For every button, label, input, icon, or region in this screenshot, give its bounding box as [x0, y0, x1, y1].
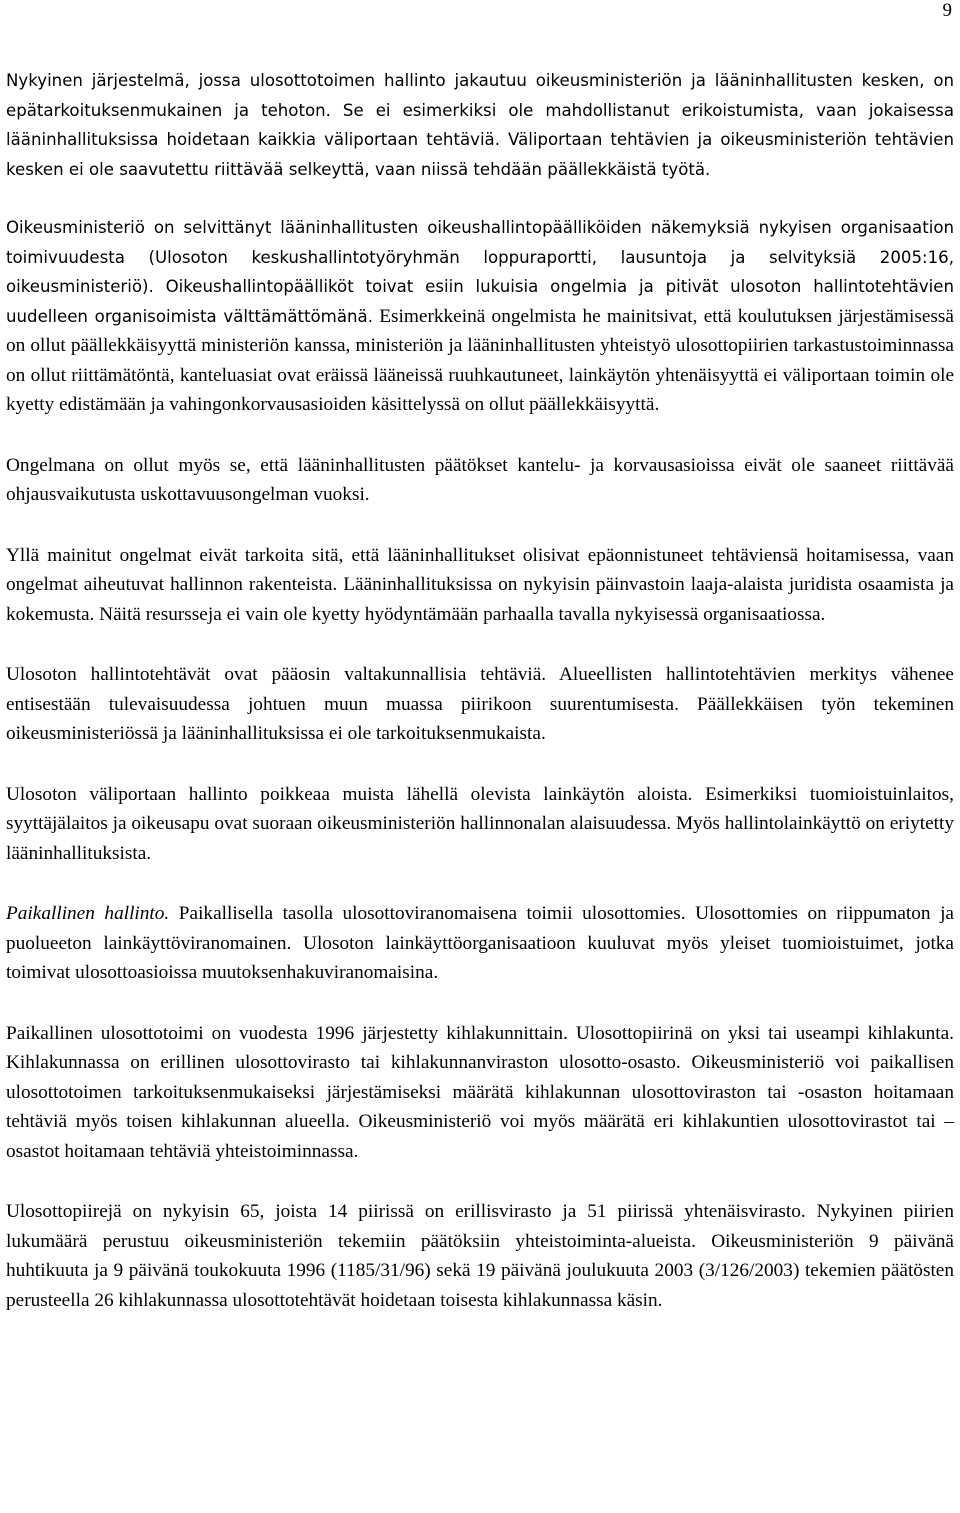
- paragraph-text-serif: Esimerkkeinä ongelmista he mainitsivat, että koulutuksen järjestämisessä on ollut päällekkäisyyttä ministeriön kanssa, ministeriön ja lääninhallitusten yhteistyö ulosottopiirien tarkastustoiminnassa on ollut riittämätöntä, kanteluasiat ovat eräissä lääneissä ruuhkautuneet, lainkäytön yhtenäisyyttä ei väliportaan toimin ole kyetty edistämään ja vahingonkorvausasioiden käsittelyssä on ollut päällekkäisyyttä.: [6, 305, 954, 415]
- paragraph-national-tasks: [6, 660, 954, 749]
- page-number: 9: [942, 0, 952, 21]
- paragraph-text: Ulosoton väliportaan hallinto poikkeaa muista lähellä olevista lainkäytön aloista. Esimerkiksi tuomioistuinlaitos, syyttäjälaitos ja oikeusapu ovat suoraan oikeusministeriön hallinnonalan alaisuudessa. Myös hallintolainkäyttö on eriytetty lääninhallituksista.: [6, 783, 954, 864]
- paragraph-text: Ulosoton hallintotehtävät ovat pääosin valtakunnallisia tehtäviä. Alueellisten hallintotehtävien merkitys vähenee entisestään tulevaisuudessa johtuen muun muassa piirikoon suurentumisesta. Päällekkäisen työn tekeminen oikeusministeriössä ja lääninhallituksissa ei ole tarkoituksenmukaista.: [6, 664, 954, 744]
- paragraph-lead-heading: Paikallinen hallinto.: [6, 903, 170, 924]
- paragraph-ministry-survey: [6, 213, 954, 420]
- paragraph-text: Ongelmana on ollut myös se, että lääninhallitusten päätökset kantelu- ja korvausasioissa eivät ole saaneet riittävää ohjausvaikutusta uskottavuusongelman vuoksi.: [6, 454, 954, 505]
- paragraph-text: Paikallisella tasolla ulosottoviranomaisena toimii ulosottomies. Ulosottomies on riippumaton ja puolueeton lainkäyttöviranomainen. Ulosoton lainkäyttöorganisaatioon kuuluvat myös yleiset tuomioistuimet, jotka toimivat ulosottoasioissa muutoksenhakuviranomaisina.: [6, 903, 954, 983]
- paragraph-local-administration: [6, 899, 954, 988]
- paragraph-text: Ulosottopiirejä on nykyisin 65, joista 14 piirissä on erillisvirasto ja 51 piirissä yhtenäisvirasto. Nykyinen piirien lukumäärä perustuu oikeusministeriön tekemiin päätöksiin yhteistoiminta-alueista. Oikeusministeriön 9 päivänä huhtikuuta ja 9 päivänä toukokuuta 1996 (1185/31/96) sekä 19 päivänä joulukuuta 2003 (3/126/2003) tekemien päätösten perusteella 26 kihlakunnassa ulosottotehtävät hoidetaan toisesta kihlakunnassa käsin.: [6, 1201, 954, 1311]
- paragraph-text: Paikallinen ulosottotoimi on vuodesta 1996 järjestetty kihlakunnittain. Ulosottopiirinä on yksi tai useampi kihlakunta. Kihlakunnassa on erillinen ulosottovirasto tai kihlakunnanviraston ulosotto-osasto. Oikeusministeriö voi paikallisen ulosottotoimen tarkoituksenmukaiseksi järjestämiseksi määrätä kihlakunnan ulosottoviraston tai -osaston hoitamaan tehtäviä myös toisen kihlakunnan alueella. Oikeusministeriö voi myös määrätä eri kihlakuntien ulosottovirastot tai –osastot hoitamaan tehtäviä yhteistoiminnassa.: [6, 1022, 954, 1162]
- paragraph-text: Nykyinen järjestelmä, jossa ulosottotoimen hallinto jakautuu oikeusministeriön ja lääninhallitusten kesken, on epätarkoituksenmukainen ja tehoton. Se ei esimerkiksi ole mahdollistanut erikoistumista, vaan jokaisessa lääninhallituksissa hoidetaan kaikkia väliportaan tehtäviä. Väliportaan tehtävien ja oikeusministeriön tehtävien kesken ei ole saavutettu riittävää selkeyttä, vaan niissä tehdään päällekkäistä työtä.: [6, 71, 954, 179]
- paragraph-enforcement-districts: [6, 1197, 954, 1315]
- document-body: [6, 66, 954, 1346]
- paragraph-text: Yllä mainitut ongelmat eivät tarkoita sitä, että lääninhallitukset olisivat epäonnistuneet tehtäviensä hoitamisessa, vaan ongelmat aiheutuvat hallinnon rakenteista. Lääninhallituksissa on nykyisin päinvastoin laaja-alaista juridista osaamista ja kokemusta. Näitä resursseja ei vain ole kyetty hyödyntämään parhaalla tavalla nykyisessä organisaatiossa.: [6, 544, 954, 625]
- paragraph-current-system: [6, 66, 954, 184]
- paragraph-text-sans: Oikeusministeriö on selvittänyt lääninhallitusten oikeushallintopäälliköiden näkemyksiä nykyisen organisaation toimivuudesta (Ulosoton keskushallintotyöryhmän loppuraportti, lausuntoja ja selvityksiä 2005:16, oikeusministeriö). Oikeushallintopäälliköt toivat esiin lukuisia ongelmia ja pitivät ulosoton hallintotehtävien uudelleen organisoimista välttämättömänä.: [6, 218, 954, 326]
- paragraph-problems-not-failure: [6, 541, 954, 630]
- paragraph-problem-decisions: [6, 451, 954, 510]
- paragraph-local-enforcement: [6, 1019, 954, 1167]
- paragraph-intermediate-administration: [6, 780, 954, 869]
